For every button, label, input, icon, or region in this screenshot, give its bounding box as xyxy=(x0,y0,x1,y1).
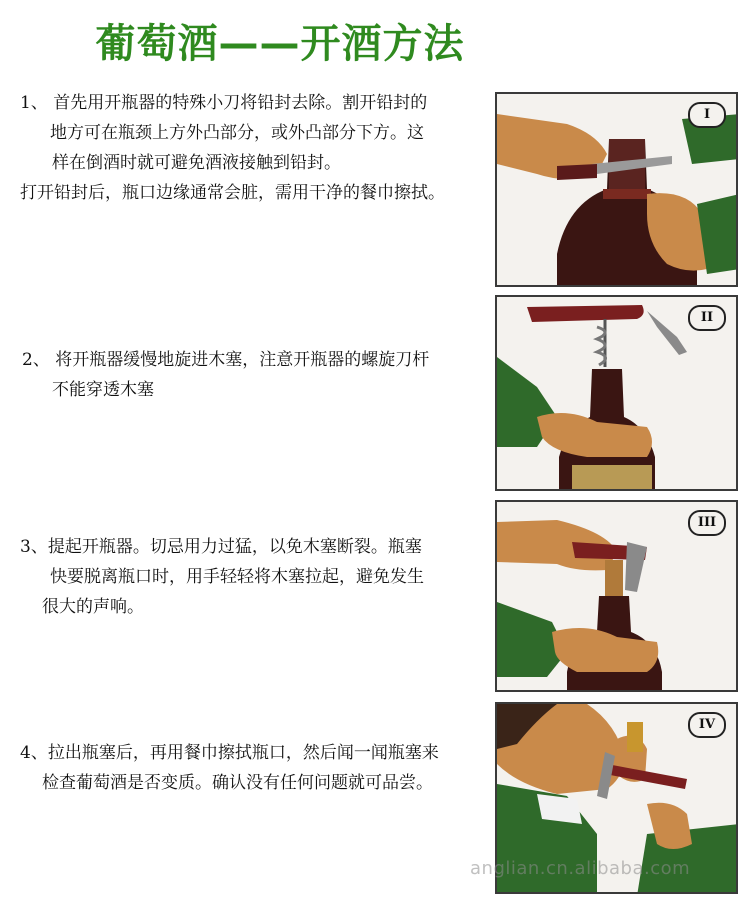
step-2-line-1: 2、 将开瓶器缓慢地旋进木塞，注意开瓶器的螺旋刀杆 xyxy=(22,350,430,370)
step-1-line-4: 打开铅封后，瓶口边缘通常会脏，需用干净的餐巾擦拭。 xyxy=(20,183,445,203)
step-1-numeral: I xyxy=(688,102,726,128)
step-3-line-1: 3、提起开瓶器。切忌用力过猛，以免木塞断裂。瓶塞 xyxy=(20,537,422,557)
step-3-line-3: 很大的声响。 xyxy=(42,597,144,617)
step-2-numeral: II xyxy=(688,305,726,331)
illustration-panel-3 xyxy=(495,500,738,692)
step-4-text xyxy=(20,738,439,798)
step-1-line-3: 样在倒酒时就可避免酒液接触到铅封。 xyxy=(52,153,341,173)
step-3-numeral: III xyxy=(688,510,726,536)
step-3-line-2: 快要脱离瓶口时，用手轻轻将木塞拉起，避免发生 xyxy=(50,567,424,587)
watermark: anglian.cn.alibaba.com xyxy=(470,858,691,879)
step-1-text xyxy=(20,88,445,208)
page-title: 葡萄酒——开酒方法 xyxy=(95,21,465,67)
step-2-text xyxy=(22,345,429,405)
step-1-line-2: 地方可在瓶颈上方外凸部分，或外凸部分下方。这 xyxy=(50,123,424,143)
step-1-line-1: 1、 首先用开瓶器的特殊小刀将铅封去除。割开铅封的 xyxy=(20,93,428,113)
illustration-panel-2 xyxy=(495,295,738,491)
step-4-line-2: 检查葡萄酒是否变质。确认没有任何问题就可品尝。 xyxy=(42,773,433,793)
illustration-panel-1 xyxy=(495,92,738,287)
step-3-text xyxy=(20,532,424,622)
step-4-numeral: IV xyxy=(688,712,726,738)
step-2-line-2: 不能穿透木塞 xyxy=(52,380,154,400)
step-4-line-1: 4、拉出瓶塞后，再用餐巾擦拭瓶口，然后闻一闻瓶塞来 xyxy=(20,743,439,763)
